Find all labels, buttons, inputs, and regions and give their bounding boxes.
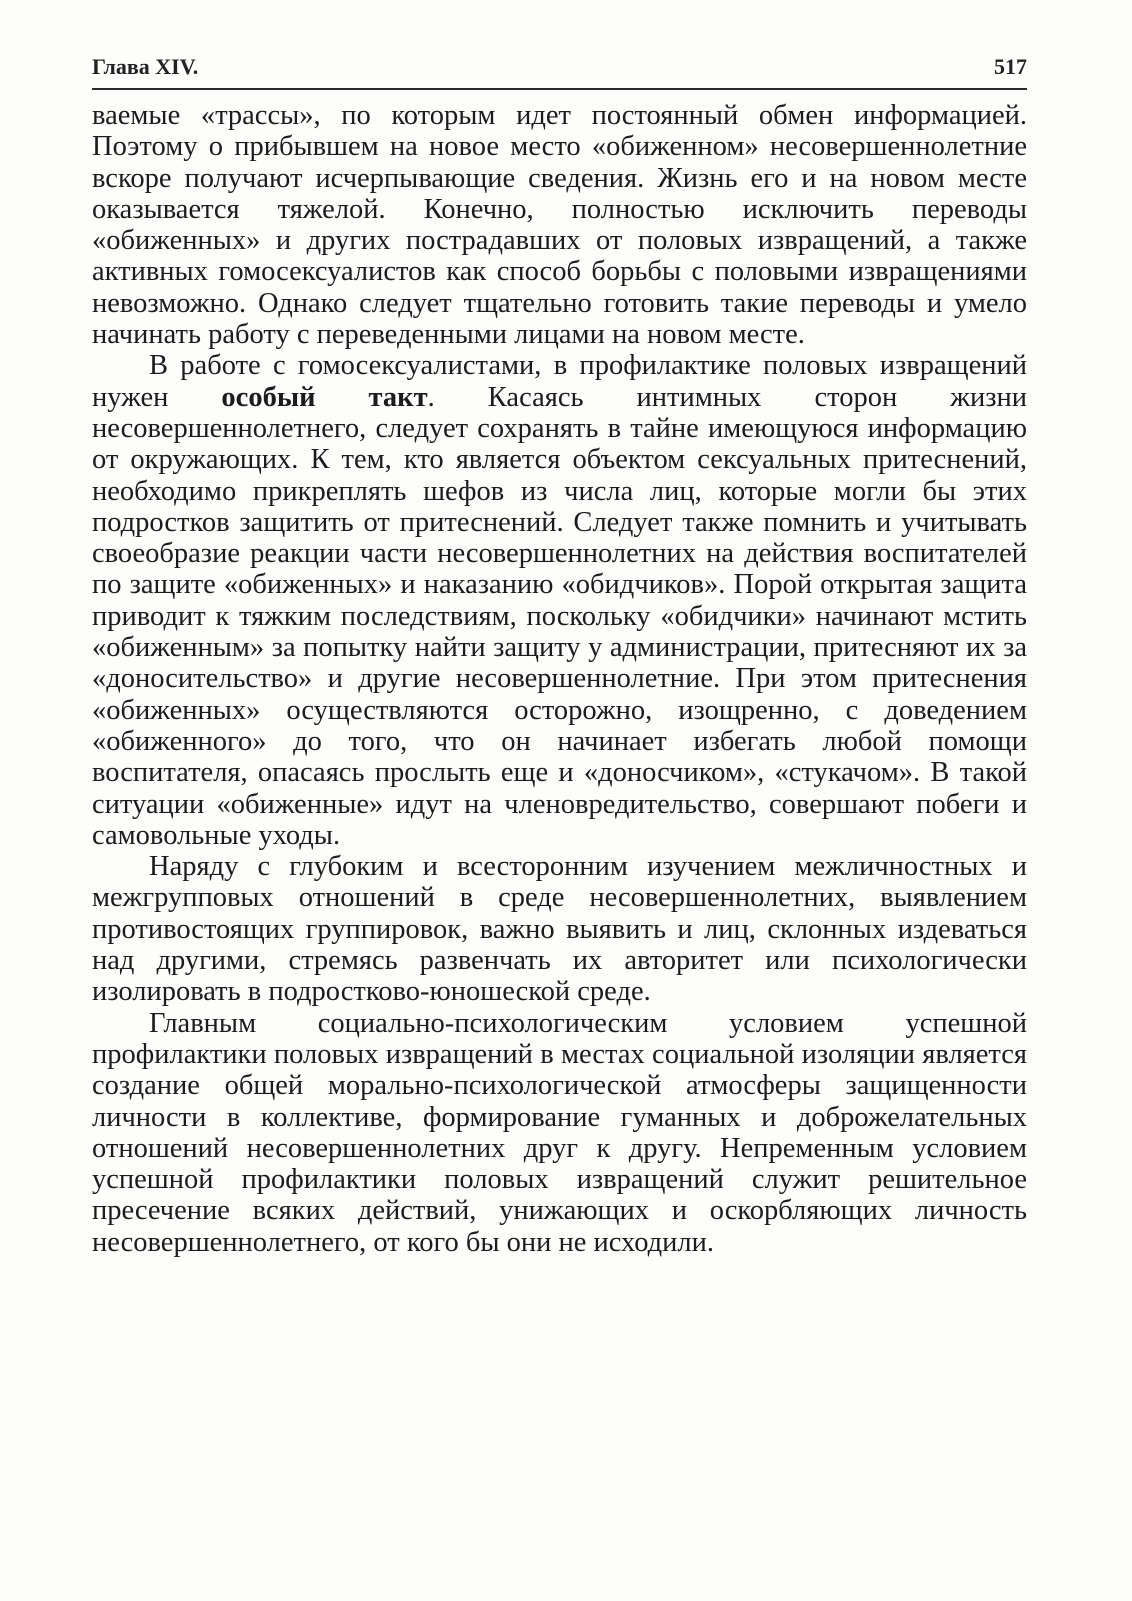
paragraph-2-rest: . Касаясь интимных сторон жизни несовершеннолетнего, следует сохранять в тайне имеющуюся информацию от окружающих. К тем, кто является объектом сексуальных притеснений, необходимо прикреплять шефов из числа лиц, которые могли бы этих подростков защитить от притеснений. Следует также помнить и учитывать своеобразие реакции части несовершеннолетних на действия воспитателей по защите «обиженных» и наказанию «обидчиков». Порой открытая защита приводит к тяжким последствиям, поскольку «обидчики» начинают мстить «обиженным» за попытку найти защиту у администрации, притесняют их за «доносительство» и другие несовершеннолетние. При этом притеснения «обиженных» осуществляются осторожно, изощренно, с доведением «обиженного» до того, что он начинает избегать любой помощи воспитателя, опасаясь прослыть еще и «доносчиком», «стукачом». В такой ситуации «обиженные» идут на членовредительство, совершают побеги и самовольные уходы. — [92, 381, 1028, 851]
paragraph-3: Наряду с глубоким и всесторонним изучением межличностных и межгрупповых отношений в среде несовершеннолетних, выявлением противостоящих группировок, важно выявить и лиц, склонных издеваться над другими, стремясь развенчать их авторитет или психологически изолировать в подростково-юношеской среде. — [92, 851, 1027, 1008]
paragraph-2 — [92, 350, 1027, 851]
running-head — [92, 50, 1027, 80]
paragraph-2-start: В работе с гомосексуалистами, в профилактике половых извращений нужен — [92, 350, 1027, 413]
paragraph-4: Главным социально-психологическим условием успешной профилактики половых извращений в местах социальной изоляции является создание общей морально-психологической атмосферы защищенности личности в коллективе, формирование гуманных и доброжелательных отношений несовершеннолетних друг к другу. Непременным условием успешной профилактики половых извращений служит решительное пресечение всяких действий, унижающих и оскорбляющих личность несовершеннолетнего, от кого бы они не исходили. — [92, 1007, 1027, 1258]
header-rule — [92, 88, 1027, 90]
main-text — [92, 100, 1027, 1258]
bold-term: особый такт — [221, 381, 428, 413]
chapter-title: Глава XIV. — [92, 54, 199, 79]
page-number: 517 — [994, 54, 1027, 79]
paragraph-1: ваемые «трассы», по которым идет постоянный обмен информацией. Поэтому о прибывшем на новое место «обиженном» несовершеннолетние вскоре получают исчерпывающие сведения. Жизнь его и на новом месте оказывается тяжелой. Конечно, полностью исключить переводы «обиженных» и других пострадавших от половых извращений, а также активных гомосексуалистов как способ борьбы с половыми извращениями невозможно. Однако следует тщательно готовить такие переводы и умело начинать работу с переведенными лицами на новом месте. — [92, 100, 1027, 351]
